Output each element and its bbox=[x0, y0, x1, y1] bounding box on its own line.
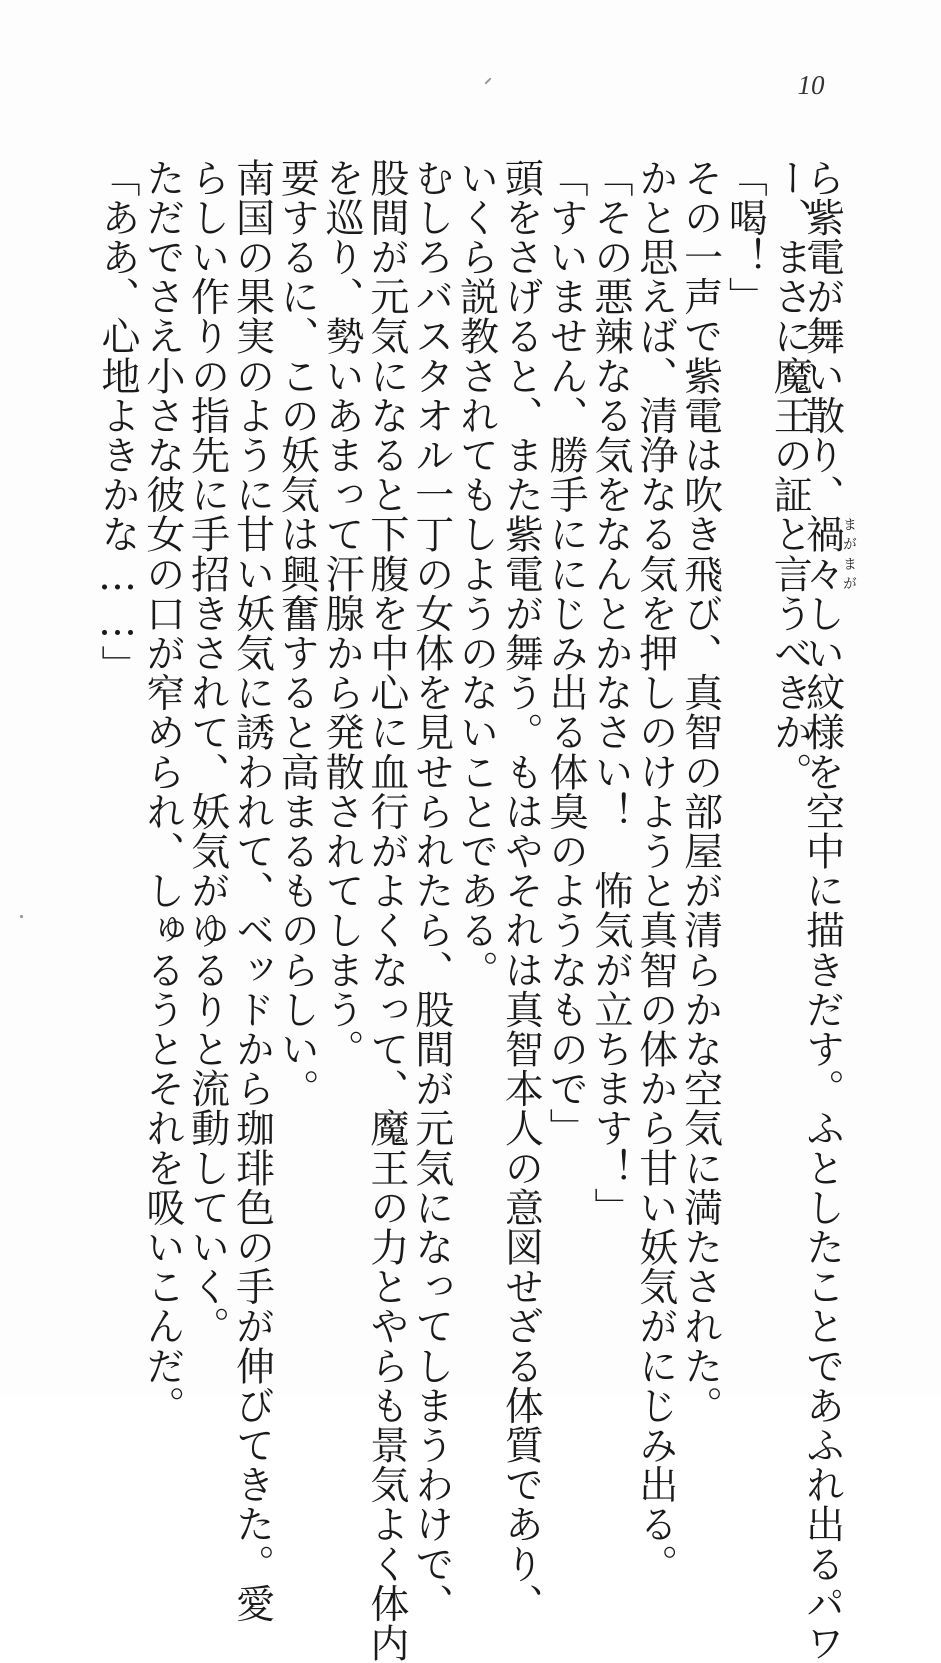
text-line: かと思えば、清浄なる気を押しのけようと真智の体から甘い妖気がにじみ出る。 bbox=[632, 158, 678, 1584]
text-line: 「すいません、勝手ににじみ出る体臭のようなもので」 bbox=[543, 158, 589, 1148]
text-line: その一声で紫電は吹き飛び、真智の部屋が清らかな空気に満たされた。 bbox=[677, 158, 723, 1426]
scan-speck bbox=[20, 915, 23, 918]
text-line: らしい作りの指先に手招きされて、妖気がゆるりと流動していく。 bbox=[184, 158, 230, 1346]
page-number: 10 bbox=[797, 70, 825, 100]
text-line: 股間が元気になると下腹を中心に血行がよくなって、魔王の力とやらも景気よく体内 bbox=[363, 158, 409, 1663]
text-line: 南国の果実のように甘い妖気に誘われて、ベッドから珈琲色の手が伸びてきた。愛 bbox=[229, 158, 275, 1624]
text-line: を巡り、勢いあまって汗腺から発散されてしまう。 bbox=[319, 158, 365, 1069]
text-line: 「喝！」 bbox=[722, 158, 768, 317]
ruby-base: 禍々 bbox=[799, 514, 845, 594]
text-line: むしろバスタオル一丁の女体を見せられたら、股間が元気になってしまうわけで、 bbox=[408, 158, 454, 1624]
text-line: いくら説教されてもしようのないことである。 bbox=[453, 158, 499, 990]
text-line: 頭をさげると、また紫電が舞う。もはやそれは真智本人の意図せざる体質であり、 bbox=[498, 158, 544, 1624]
ruby-word bbox=[799, 514, 857, 594]
text-line: ら紫電が舞い散り、禍々まがまがしい紋様を空中に描きだす。ふとしたことであふれ出るパワ bbox=[799, 158, 857, 1663]
text-line: ー、まさに魔王の証と言うべきか。 bbox=[767, 158, 813, 792]
ruby-reading: まがまが bbox=[841, 514, 857, 594]
text-line: 要するに、この妖気は興奮すると高まるものらしい。 bbox=[274, 158, 320, 1109]
text-line: 「その悪辣なる気をなんとかなさい！ 怖気が立ちます！」 bbox=[587, 158, 633, 1228]
scan-speck bbox=[484, 77, 491, 84]
text-line: ただでさえ小さな彼女の口が窄められ、しゅるうとそれを吸いこんだ。 bbox=[139, 158, 185, 1426]
text-line: 「ああ、心地よきかな……」 bbox=[95, 158, 140, 685]
vertical-text-body bbox=[95, 158, 857, 1663]
